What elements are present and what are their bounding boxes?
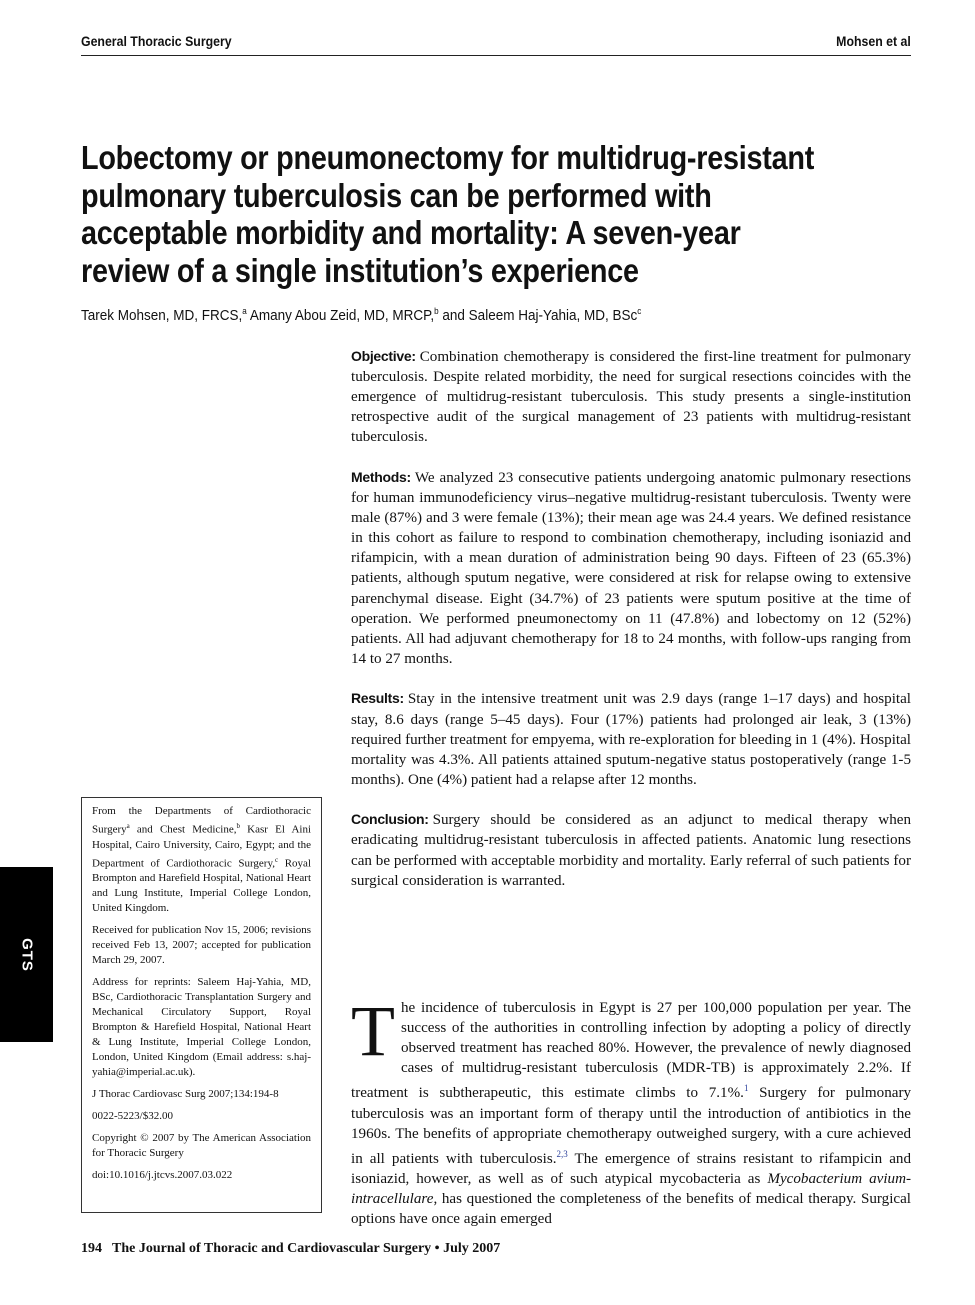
author-1: Tarek Mohsen, MD, FRCS, [81,307,243,324]
affil-text-3: Kasr El Aini Hospital, Cairo University, Cairo, Egypt; and the Department of Cardiothoracic Surgery, [92,823,312,870]
methods-text: We analyzed 23 consecutive patients undergoing anatomic pulmonary resections for human immunodeficiency virus–negative multidrug-resistant tuberculosis. Twenty were male (87%) and 3 were female (13%); their mean age was 24.4 years. We defined resistance in this cohort as failure to respond to combination chemotherapy, including isoniazid and rifampicin, with a mean duration of administration being 90 days. Fifteen of 23 (65.3%) patients, although sputum negative, were considered at risk for relapse owing to extensive parenchymal disease. Eight (34.7%) of 23 patients were sputum positive at the time of operation. We performed pneumonectomy on 11 (47.8%) and lobectomy on 12 (52%) patients. All had adjuvant chemotherapy for 18 to 24 months, with follow-ups ranging from 14 to 27 months. [351,469,911,667]
reference-link[interactable]: 2,3 [556,1148,568,1159]
affil-text-4: Royal Brompton and Harefield Hospital, National Heart and Lung Institute, Imperial College London, United Kingdom. [92,857,311,915]
author-3-affil: c [637,306,642,316]
page-footer [81,1241,500,1257]
results-label: Results: [351,690,404,707]
affiliations [92,804,311,916]
abstract-results [351,688,911,789]
conclusion-label: Conclusion: [351,811,429,828]
objective-label: Objective: [351,348,416,364]
results-text: Stay in the intensive treatment unit was 2.9 days (range 1–17 days) and hospital stay, 8.6 days (range 5–45 days). Four (17%) patients had prolonged air leak, 3 (13%) required further treatment for empyema, with re-exploration for bleeding in 1 (4%). Hospital mortality was 4.3%. All patients attained sputum-negative status postoperatively (range 1-5 months). One (4%) patient had a relapse after 12 months. [351,691,911,788]
side-tab-label: GTS [18,937,35,972]
author-list [81,306,765,324]
objective-text: Combination chemotherapy is considered the first-line treatment for pulmonary tuberculosis. Despite related morbidity, the need for surgical resections coincides with the emergence of multidrug-resistant tuberculosis. This study presents a single-institution retrospective audit of the surgical management of 23 patients with multidrug-resistant tuberculosis. [351,349,911,446]
page-number: 194 [81,1241,102,1256]
copyright: Copyright © 2007 by The American Association for Thoracic Surgery [92,1132,311,1160]
body-text-1: he incidence of tuberculosis in Egypt is 27 per 100,000 population per year. The success of the authorities in controlling infection by adopting a policy of directly observed treatment has reached 80%. However, the prevalence of newly diagnosed cases of multidrug-resistant tuberculosis (MDR-TB) is approximately 2.2%. If treatment is subtherapeutic, this estimate climbs to 7.1%. [351,1000,911,1102]
doi: doi:10.1016/j.jtcvs.2007.03.022 [92,1169,233,1182]
section-label: General Thoracic Surgery [81,33,232,49]
species-name: Mycobacterium avium-intracellulare [351,1170,912,1207]
author-1-affil: a [242,306,247,316]
reference-link[interactable]: 1 [743,1083,749,1094]
methods-label: Methods: [351,468,411,485]
abstract-objective [351,346,911,447]
reprint-address: Address for reprints: Saleem Haj-Yahia, MD, BSc, Cardiothoracic Transplantation Surgery and Mechanical Circulatory Support, Royal Brompton & Harefield Hospital, National Heart & Lung Institute, Imperial College London, London, United Kingdom (Email address: s.haj-yahia@imperial.ac.uk). [92,976,311,1079]
abstract-methods [351,467,911,669]
article-title: Lobectomy or pneumonectomy for multidrug-resistant pulmonary tuberculosis can be performed with acceptable morbidity and mortality: A seven-year review of a single institution’s experience [81,140,815,290]
author-3: and Saleem Haj-Yahia, MD, BSc [438,307,638,324]
conclusion-text: Surgery should be considered as an adjunct to medical therapy when eradicating multidrug-resistant tuberculosis in affected patients. Anatomic lung resections can be performed with acceptable morbidity and mortality. Early referral of such patients for surgical consideration is warranted. [351,812,911,889]
journal-footer: The Journal of Thoracic and Cardiovascular Surgery • July 2007 [112,1241,501,1256]
affil-sup-a: a [126,822,130,830]
journal-citation: J Thorac Cardiovasc Surg 2007;134:194-8 [92,1088,279,1101]
author-2-affil: b [434,306,439,316]
affil-text-2: and Chest Medicine, [129,823,237,836]
affil-sup-c: c [274,855,279,864]
affiliation-box [81,797,322,1213]
affil-text-1: From the Departments of Cardiothoracic Surgery [92,805,311,836]
affil-sup-b: b [236,822,240,830]
issn: 0022-5223/$32.00 [92,1110,173,1123]
header-divider [81,55,911,56]
body-paragraph [351,991,912,1229]
body-text-3: The emergence of strains resistant to rifampicin and isoniazid, however, as well as of such atypical mycobacteria as [351,1150,911,1187]
running-head [81,33,911,53]
abstract [351,346,911,910]
author-2: Amany Abou Zeid, MD, MRCP, [246,307,435,324]
abstract-conclusion [351,809,911,890]
body-text-2: Surgery for pulmonary tuberculosis was an important form of therapy until the introduction of antibiotics in the 1960s. The benefits of appropriate chemotherapy outweighed surgery, with a cure achieved in all patients with tuberculosis. [351,1085,912,1167]
drop-cap: T [351,991,395,1071]
section-side-tab [0,867,53,1042]
received-dates: Received for publication Nov 15, 2006; revisions received Feb 13, 2007; accepted for publication March 29, 2007. [92,924,311,967]
author-short: Mohsen et al [836,33,911,49]
body-text-4: , has questioned the completeness of the benefits of medical therapy. Surgical options have once again emerged [351,1190,911,1227]
